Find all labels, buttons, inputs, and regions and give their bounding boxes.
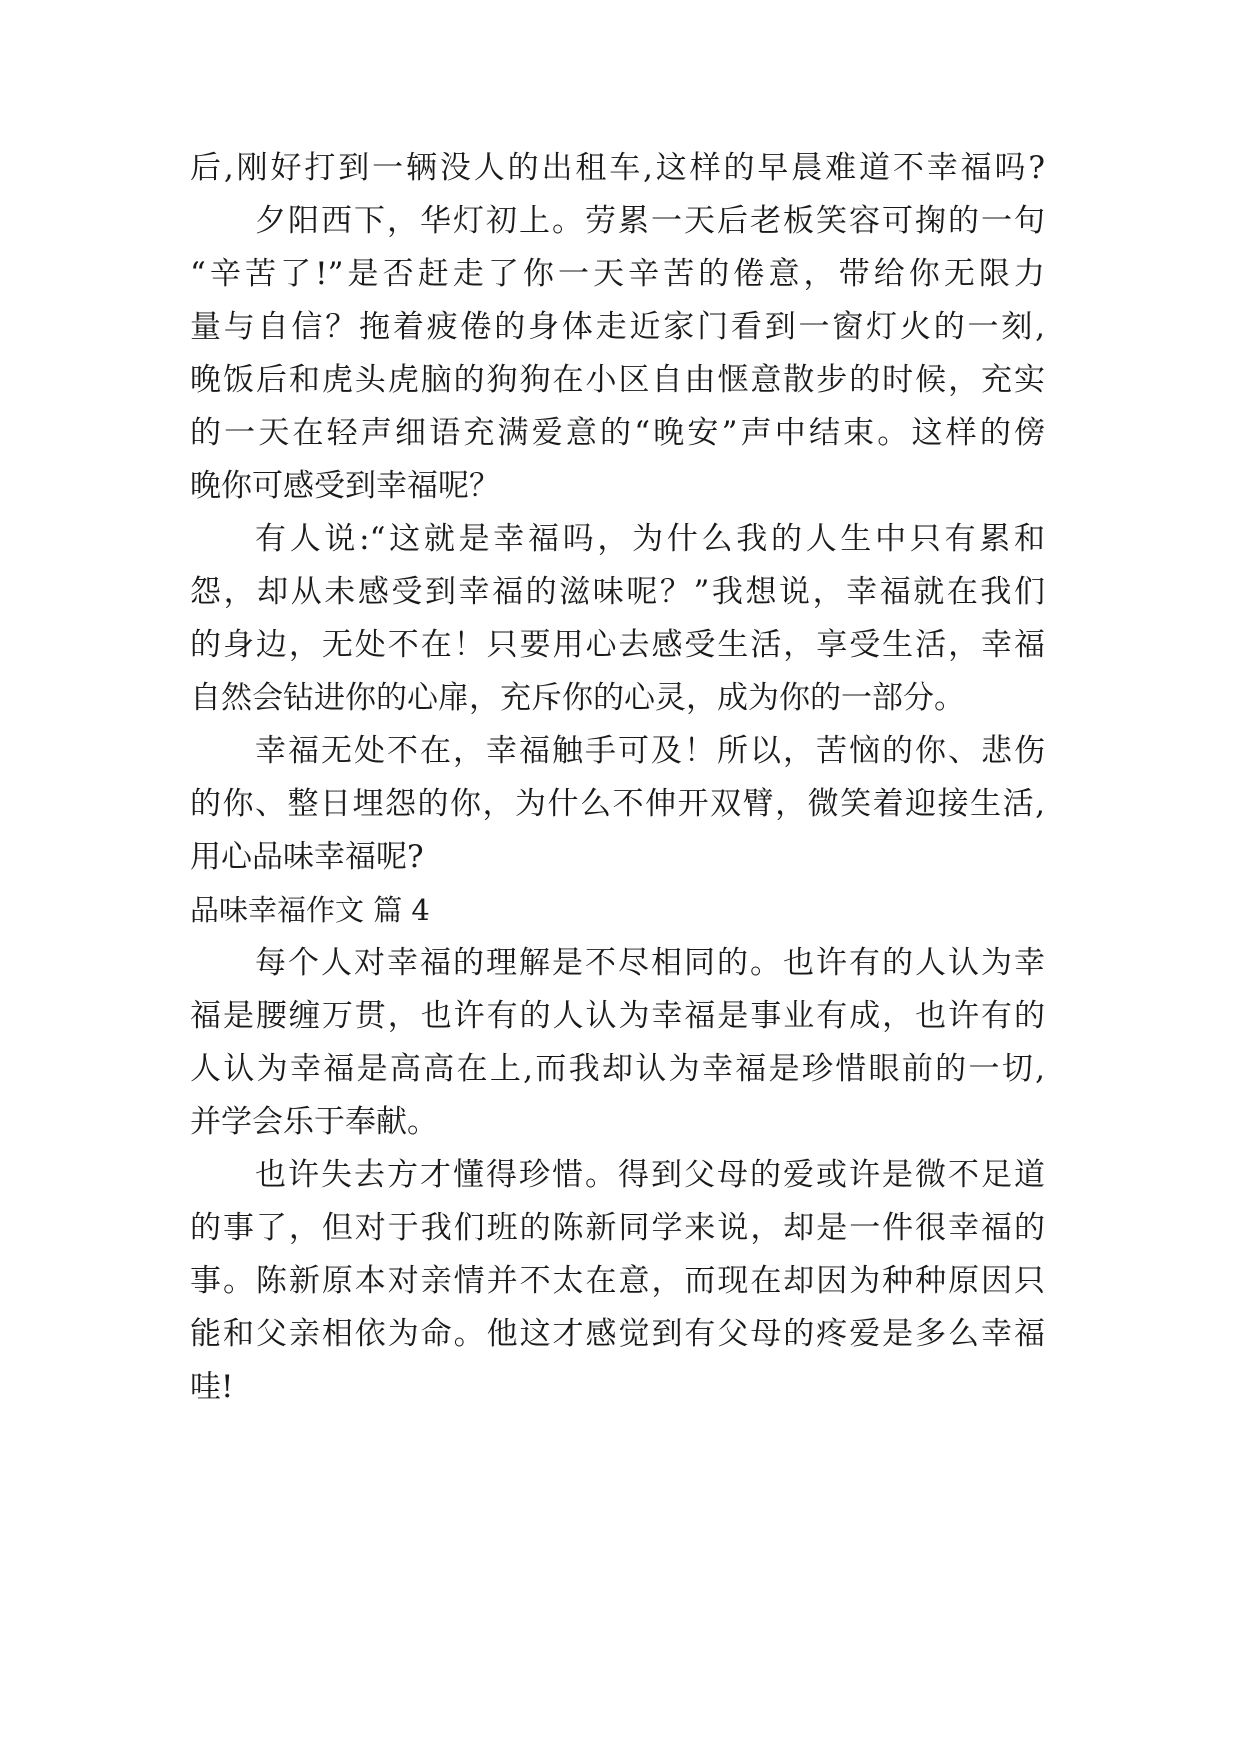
paragraph-first-line: 每个人对幸福的理解是不尽相同的。也许有的人认为幸 [255,945,1045,981]
text-line: 量与自信？拖着疲倦的身体走近家门看到一窗灯火的一刻, [190,309,1045,345]
text-line: 哇! [190,1369,234,1405]
text-line: 事。陈新原本对亲情并不太在意，而现在却因为种种原因只 [190,1263,1045,1299]
text-line: 的一天在轻声细语充满爱意的“晚安”声中结束。这样的傍 [190,415,1045,451]
text-line: 能和父亲相依为命。他这才感觉到有父母的疼爱是多么幸福 [190,1316,1045,1352]
paragraph-first-line: 也许失去方才懂得珍惜。得到父母的爱或许是微不足道 [255,1157,1045,1193]
text-line: 后,刚好打到一辆没人的出租车,这样的早晨难道不幸福吗? [190,150,1045,186]
text-line: 怨，却从未感受到幸福的滋味呢？”我想说，幸福就在我们 [190,574,1045,610]
paragraph-first-line: 有人说:“这就是幸福吗，为什么我的人生中只有累和 [255,521,1045,557]
text-line: 晚你可感受到幸福呢？ [190,468,500,504]
text-line: 自然会钻进你的心扉，充斥你的心灵，成为你的一部分。 [190,680,965,716]
text-line: 晚饭后和虎头虎脑的狗狗在小区自由惬意散步的时候，充实 [190,362,1045,398]
text-line: 并学会乐于奉献。 [190,1104,438,1140]
text-line: 福是腰缠万贯，也许有的人认为幸福是事业有成，也许有的 [190,998,1045,1034]
text-line: 的你、整日埋怨的你，为什么不伸开双臂，微笑着迎接生活, [190,786,1045,822]
text-line: 的身边，无处不在！只要用心去感受生活，享受生活，幸福 [190,627,1045,663]
paragraph-first-line: 幸福无处不在，幸福触手可及！所以，苦恼的你、悲伤 [255,733,1045,769]
text-line: 的事了，但对于我们班的陈新同学来说，却是一件很幸福的 [190,1210,1045,1246]
section-heading: 品味幸福作文 篇 4 [190,893,430,927]
text-line: “辛苦了!”是否赶走了你一天辛苦的倦意，带给你无限力 [190,256,1045,292]
paragraph-first-line: 夕阳西下，华灯初上。劳累一天后老板笑容可掬的一句 [255,203,1045,239]
text-line: 人认为幸福是高高在上,而我却认为幸福是珍惜眼前的一切, [190,1051,1045,1087]
text-line: 用心品味幸福呢? [190,839,424,875]
